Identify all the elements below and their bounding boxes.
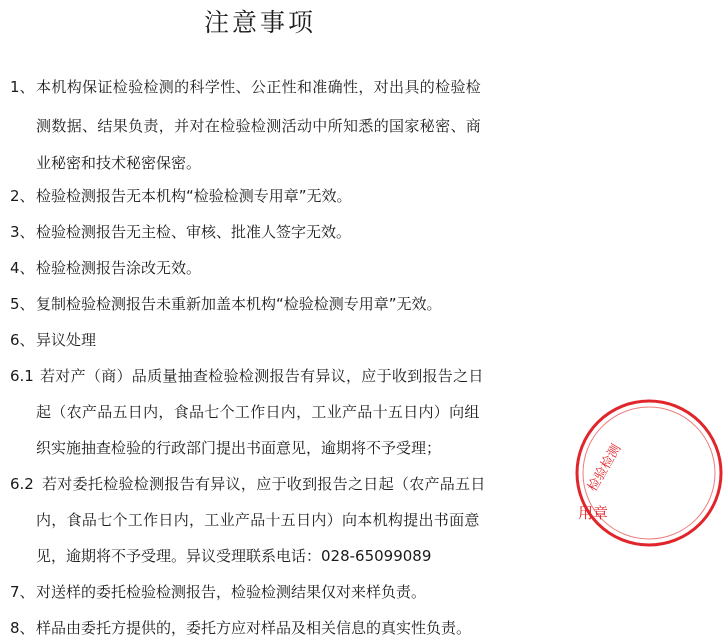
notice-item-1-line-1 — [10, 77, 510, 97]
notice-item-2 — [10, 186, 352, 206]
item-number: 2、 — [10, 187, 35, 205]
item-number: 4、 — [10, 259, 35, 277]
item-text: 检验检测报告涂改无效。 — [36, 259, 202, 277]
notice-item-8 — [10, 618, 471, 638]
item-text: 业秘密和技术秘密保密。 — [36, 154, 202, 172]
item-text: 若对产（商）品质量抽查检验检测报告有异议，应于收到报告之日 — [40, 367, 484, 385]
item-text: 异议处理 — [36, 331, 97, 349]
item-number: 3、 — [10, 223, 35, 241]
notice-item-6-1-line-2 — [36, 402, 480, 422]
notice-item-6-2-line-2 — [36, 510, 480, 530]
item-number: 8、 — [10, 619, 35, 637]
notice-item-6-2-line-1 — [10, 474, 486, 494]
notice-item-6 — [10, 330, 96, 350]
page-title: 注意事项 — [203, 8, 316, 37]
notice-item-1-line-3 — [36, 153, 201, 173]
item-text: 起（农产品五日内，食品七个工作日内，工业产品十五日内）向组 — [36, 403, 480, 421]
item-text: 内，食品七个工作日内，工业产品十五日内）向本机构提出书面意 — [36, 511, 480, 529]
item-text: 对送样的委托检验检测报告，检验检测结果仅对来样负责。 — [36, 583, 427, 601]
item-text: 本机构保证检验检测的科学性、公正性和准确性，对出具的检验检 — [36, 78, 482, 96]
notice-item-5 — [10, 294, 442, 314]
item-number: 6.2 — [10, 475, 34, 493]
item-number: 5、 — [10, 295, 35, 313]
item-text: 样品由委托方提供的，委托方应对样品及相关信息的真实性负责。 — [36, 619, 472, 637]
item-number: 1、 — [10, 78, 35, 96]
item-text: 见，逾期将不予受理。异议受理联系电话：028-65099089 — [36, 547, 432, 565]
item-text: 复制检验检测报告未重新加盖本机构“检验检测专用章”无效。 — [36, 295, 442, 313]
item-number: 6、 — [10, 331, 35, 349]
item-number: 6.1 — [10, 367, 34, 385]
item-text: 若对委托检验检测报告有异议，应于收到报告之日起（农产品五日 — [42, 475, 486, 493]
item-text: 检验检测报告无本机构“检验检测专用章”无效。 — [36, 187, 352, 205]
official-seal-stamp — [574, 398, 724, 548]
seal-text-bottom: 用章 — [578, 504, 609, 522]
seal-text: 检验检测 — [585, 441, 625, 495]
item-text: 测数据、结果负责，并对在检验检测活动中所知悉的国家秘密、商 — [36, 117, 482, 135]
notice-item-6-1-line-3 — [36, 438, 441, 458]
item-number: 7、 — [10, 583, 35, 601]
notice-item-6-1-line-1 — [10, 366, 484, 386]
notice-item-1-line-2 — [36, 116, 481, 136]
item-text: 检验检测报告无主检、审核、批准人签字无效。 — [36, 223, 352, 241]
notice-item-7 — [10, 582, 426, 602]
notice-item-6-2-line-3 — [36, 546, 431, 566]
notice-item-3 — [10, 222, 351, 242]
item-text: 织实施抽查检验的行政部门提出书面意见，逾期将不予受理； — [36, 439, 442, 457]
notice-item-4 — [10, 258, 201, 278]
